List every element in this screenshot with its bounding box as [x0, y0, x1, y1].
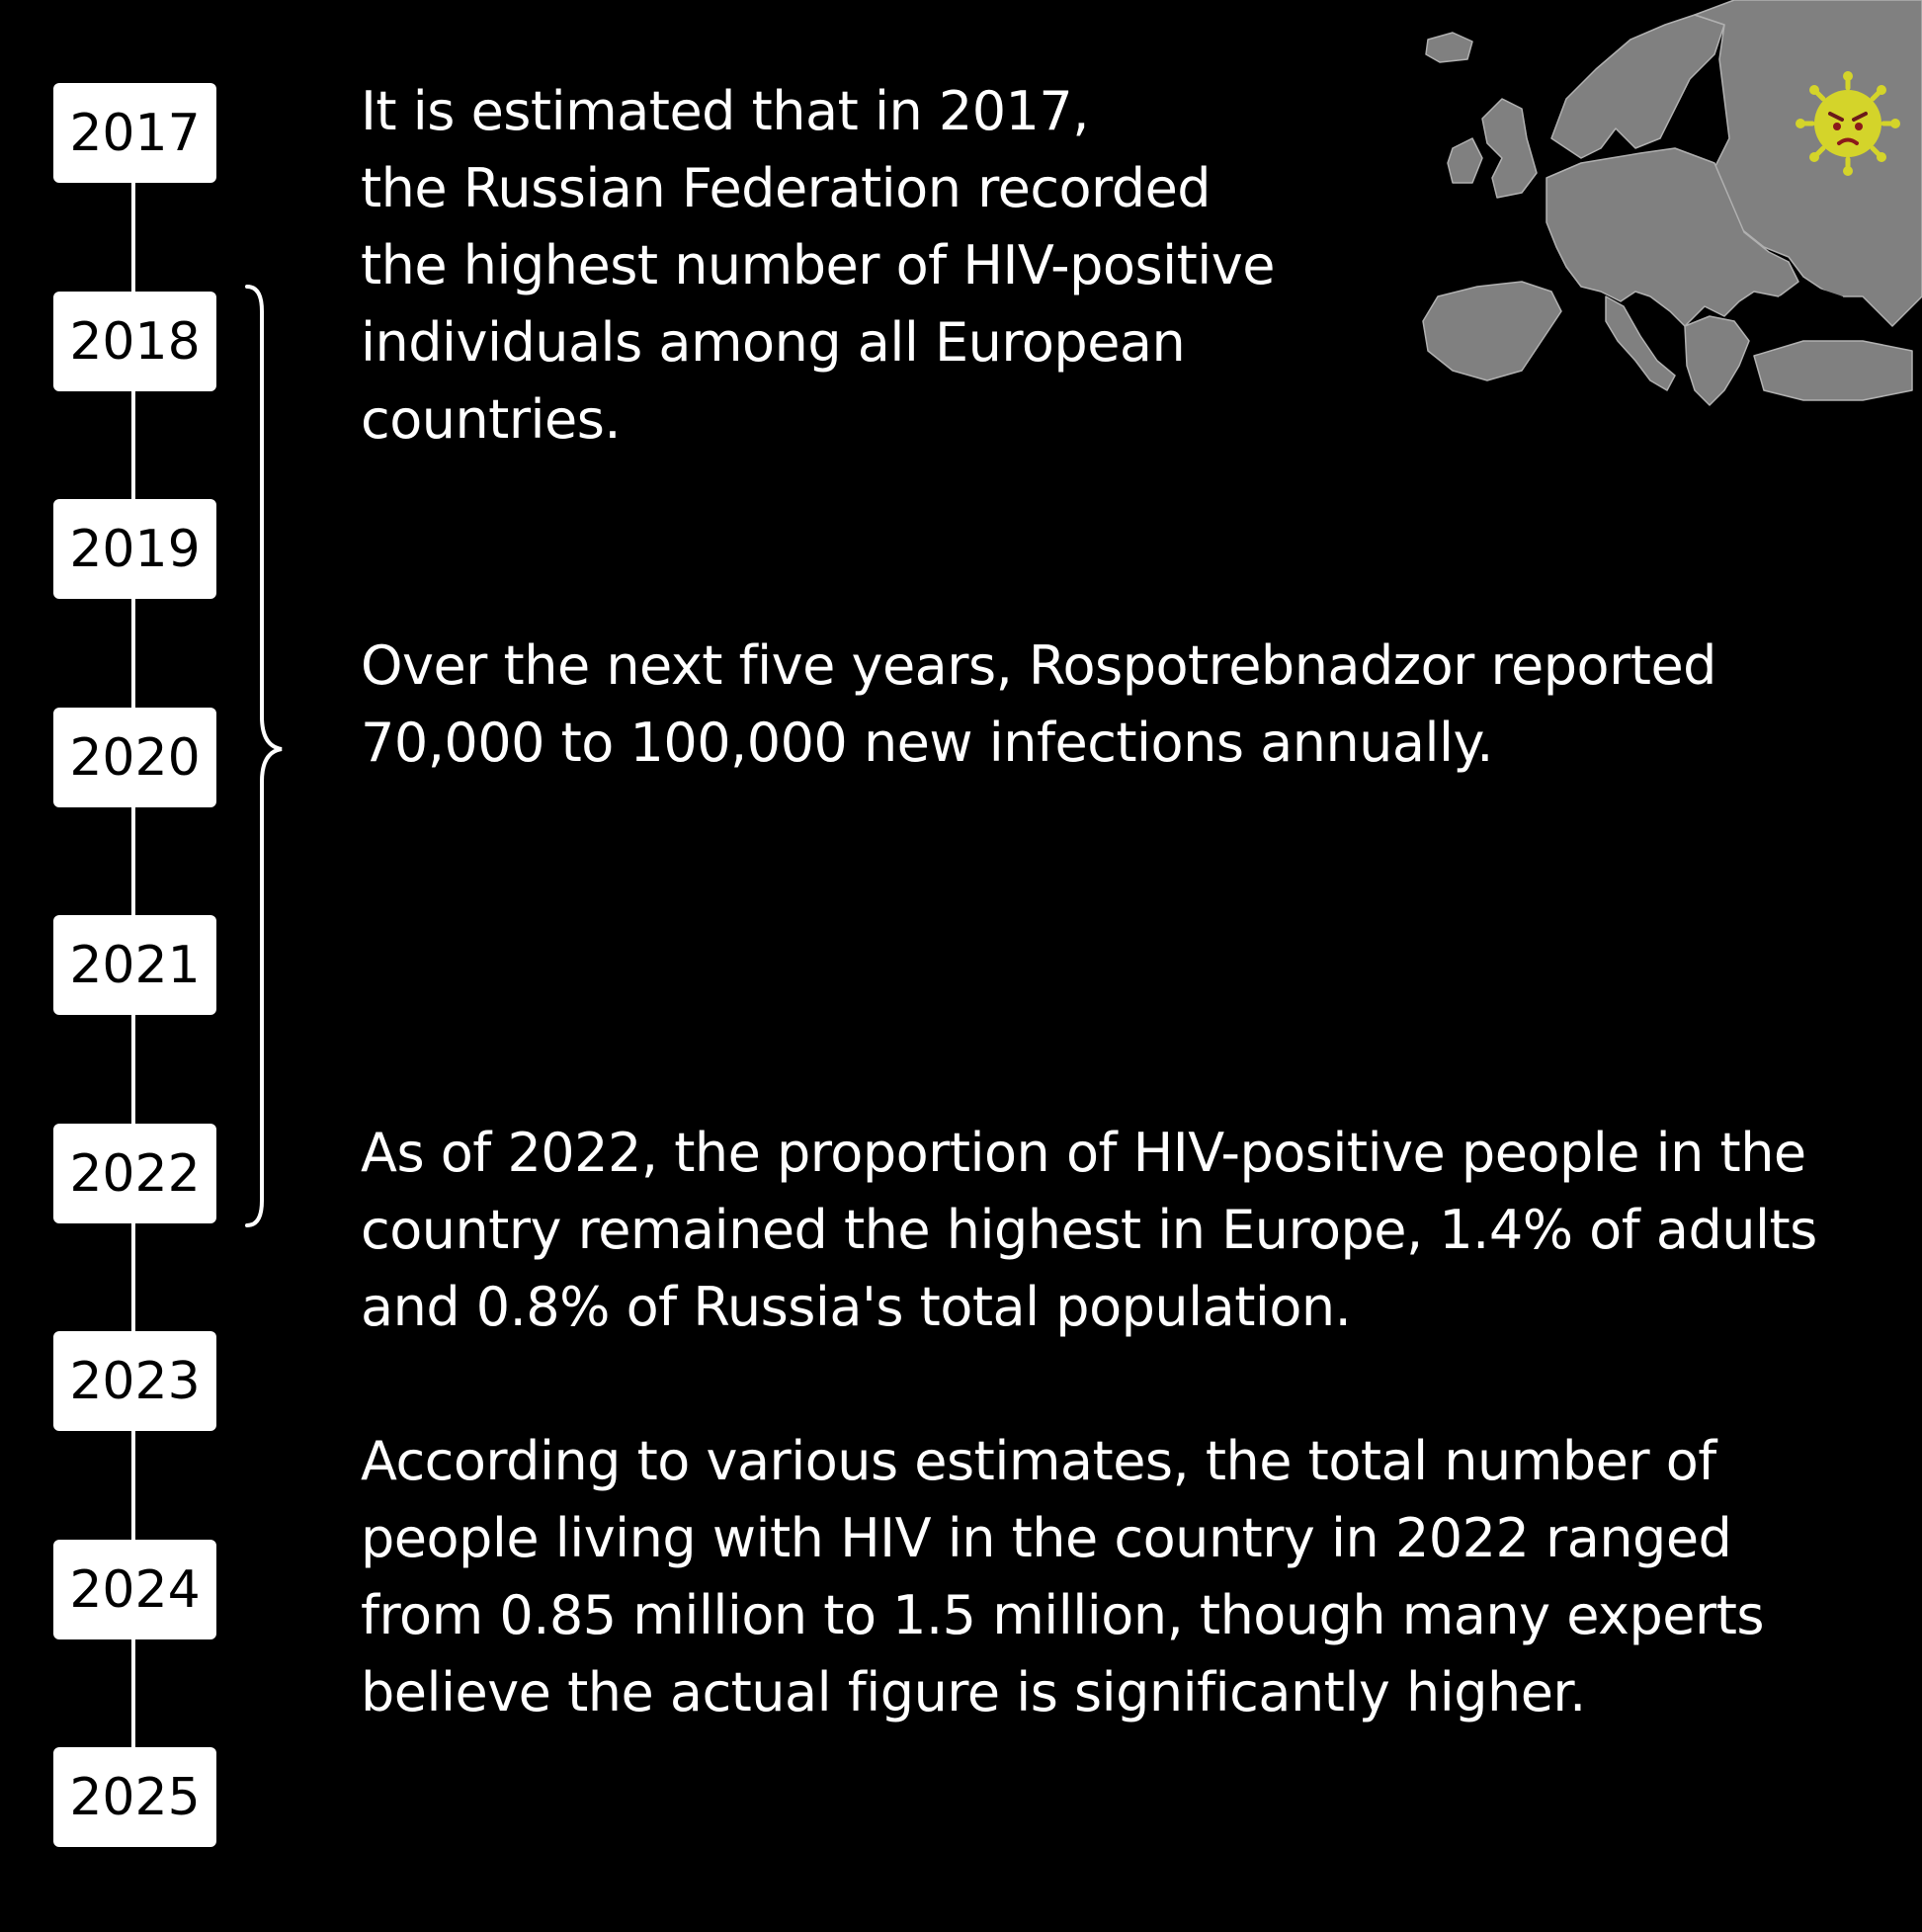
- text-line: countries.: [361, 388, 622, 451]
- europe-map-icon: [1398, 0, 1922, 425]
- text-line: people living with HIV in the country in 2022 ranged: [361, 1507, 1732, 1569]
- year-2020: 2020: [53, 708, 216, 807]
- text-block-2022: [361, 1115, 1817, 1346]
- text-line: country remained the highest in Europe, 1.4% of adults: [361, 1199, 1817, 1261]
- text-line: It is estimated that in 2017,: [361, 80, 1089, 142]
- text-line: the Russian Federation recorded: [361, 157, 1212, 219]
- text-line: believe the actual figure is significantly higher.: [361, 1661, 1586, 1723]
- year-2021: 2021: [53, 915, 216, 1015]
- year-2017: 2017: [53, 83, 216, 183]
- text-block-five-years: [361, 628, 1716, 782]
- text-line: Over the next five years, Rospotrebnadzor reported: [361, 634, 1716, 697]
- text-line: individuals among all European: [361, 311, 1186, 374]
- text-line: As of 2022, the proportion of HIV-positive people in the: [361, 1122, 1806, 1184]
- year-range-brace: [242, 282, 292, 1230]
- text-line: and 0.8% of Russia's total population.: [361, 1276, 1352, 1338]
- text-line: the highest number of HIV-positive: [361, 234, 1275, 296]
- text-line: 70,000 to 100,000 new infections annually.: [361, 712, 1493, 774]
- text-line: According to various estimates, the total number of: [361, 1430, 1716, 1492]
- year-2018: 2018: [53, 292, 216, 391]
- text-line: from 0.85 million to 1.5 million, though many experts: [361, 1584, 1765, 1646]
- year-2024: 2024: [53, 1540, 216, 1639]
- year-2019: 2019: [53, 499, 216, 599]
- year-2023: 2023: [53, 1331, 216, 1431]
- angry-virus-icon: [1796, 71, 1900, 176]
- year-2025: 2025: [53, 1747, 216, 1847]
- year-2022: 2022: [53, 1124, 216, 1223]
- text-block-2017: [361, 73, 1275, 459]
- text-block-estimates: [361, 1423, 1764, 1731]
